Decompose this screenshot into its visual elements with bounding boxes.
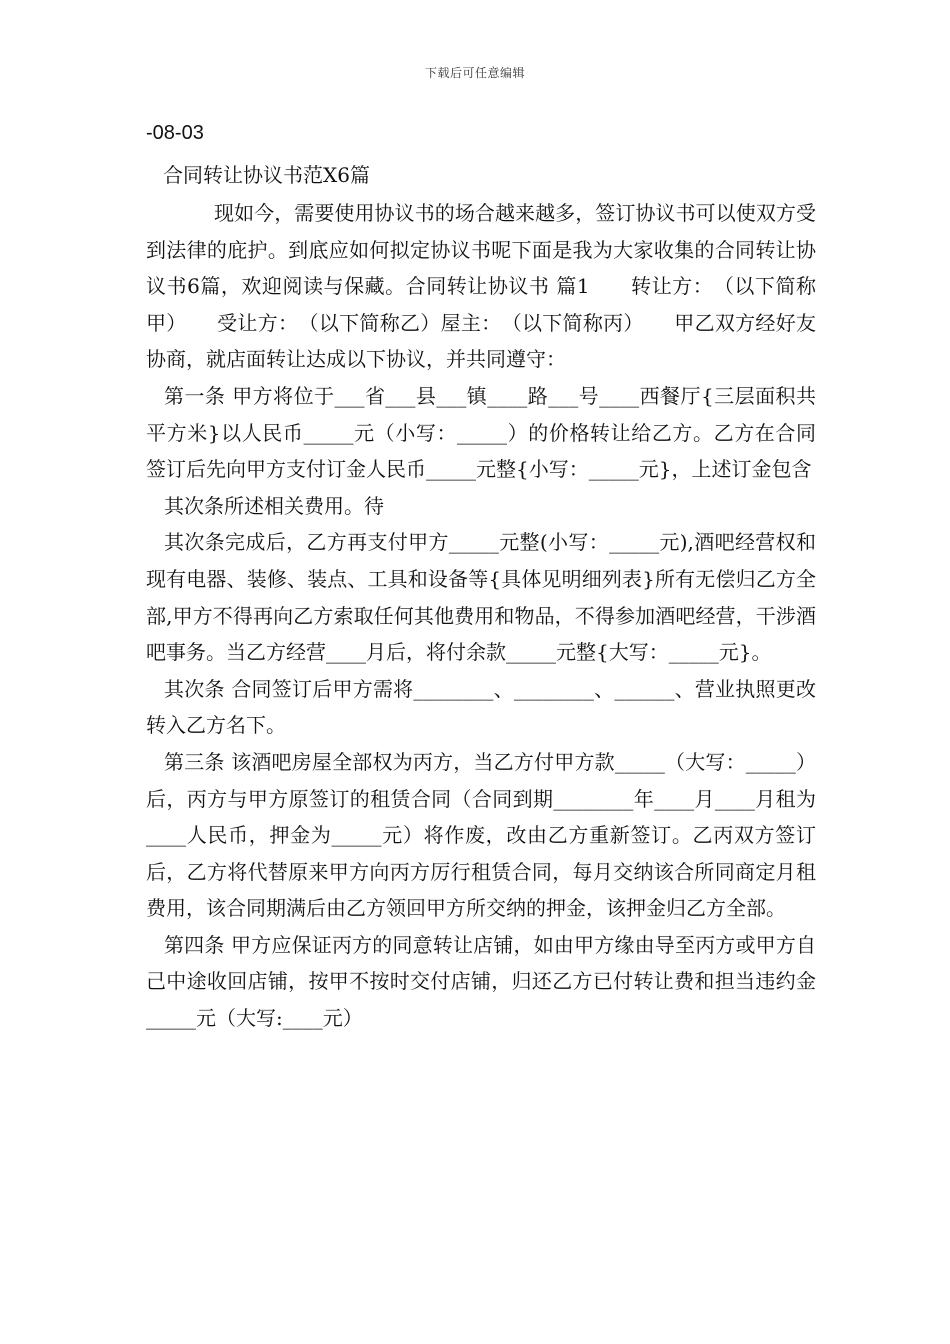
header-note: 下载后可任意编辑 bbox=[424, 66, 525, 80]
paragraph-article-2b: 其次条 合同签订后甲方需将________、________、______、营业执照更改转入乙方名下。 bbox=[146, 676, 816, 738]
document-title: 合同转让协议书范X6篇 bbox=[163, 163, 370, 187]
paragraph-article-2: 其次条完成后，乙方再支付甲方_____元整(小写：_____元),酒吧经营权和现有电器、装修、装点、工具和设备等{具体见明细列表}所有无偿归乙方全部,甲方不得再向乙方索取任何其他费用和物品，不得参加酒吧经营，干涉酒吧事务。当乙方经营____月后，将付余款_____元整{大写：_____元}。 bbox=[146, 530, 816, 665]
paragraph-intro: 现如今，需要使用协议书的场合越来越多，签订协议书可以使双方受到法律的庇护。到底应如何拟定协议书呢下面是我为大家收集的合同转让协议书6篇，欢迎阅读与保藏。合同转让协议书 篇1 转让方： （以下简称甲） 受让方： （以下简称乙）屋主： （以下简称丙） 甲乙双方经好友协商，就店面转让达成以下协议，并共同遵守： bbox=[146, 201, 816, 372]
paragraph-article-1: 第一条 甲方将位于___省___县___镇____路___号____西餐厅{三层面积共平方米}以人民币_____元（小写：_____）的价格转让给乙方。乙方在合同签订后先向甲方支付订金人民币_____元整{小写：_____元}，上述订金包含 bbox=[146, 383, 816, 482]
paragraph-article-4: 第四条 甲方应保证丙方的同意转让店铺，如由甲方缘由导至丙方或甲方自己中途收回店铺，按甲不按时交付店铺，归还乙方已付转让费和担当违约金_____元（大写:____元） bbox=[146, 932, 816, 1031]
paragraph-article-3: 第三条 该酒吧房屋全部权为丙方，当乙方付甲方款_____（大写：_____）后，丙方与甲方原签订的租赁合同（合同到期________年____月____月租为____人民币，押金为_____元）将作废，改由乙方重新签订。乙丙双方签订后，乙方将代替原来甲方向丙方厉行租赁合同，每月交纳该合所同商定月租费用，该合同期满后由乙方领回甲方所交纳的押金，该押金归乙方全部。 bbox=[146, 749, 816, 921]
document-date: -08-03 bbox=[146, 122, 204, 144]
document-body bbox=[146, 195, 816, 1037]
paragraph-article-1-cont: 其次条所述相关费用。待 bbox=[164, 493, 384, 518]
